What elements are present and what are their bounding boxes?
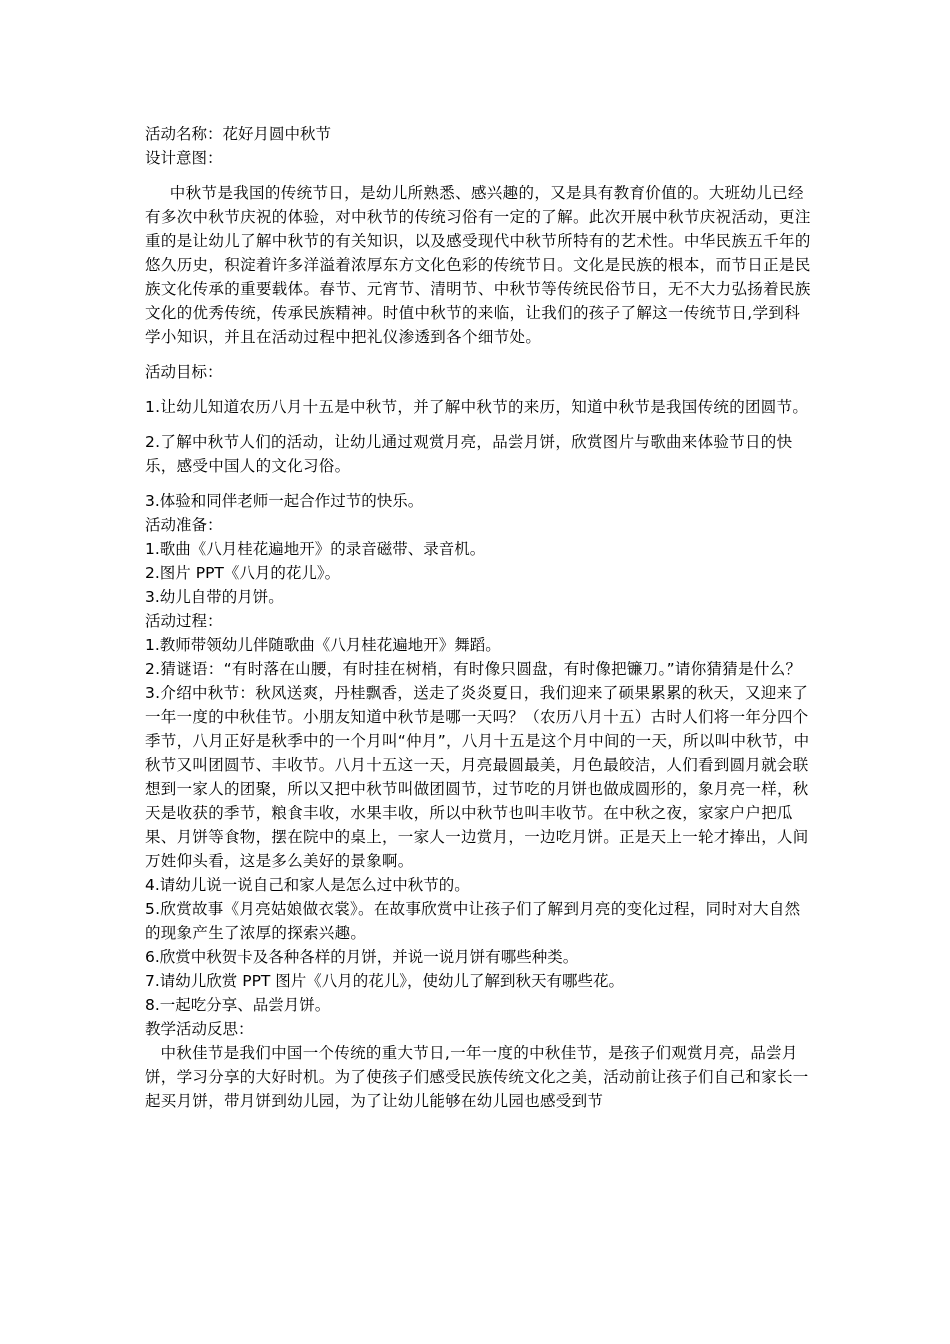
process-step-2: 2.猜谜语：“有时落在山腰，有时挂在树梢，有时像只圆盘，有时像把镰刀。”请你猜猜是什么？: [145, 660, 802, 678]
goal-item-3: 3.体验和同伴老师一起合作过节的快乐。: [145, 492, 424, 510]
design-intent-paragraph: 中秋节是我国的传统节日，是幼儿所熟悉、感兴趣的，又是具有教育价值的。大班幼儿已经有多次中秋节庆祝的体验，对中秋节的传统习俗有一定的了解。此次开展中秋节庆祝活动，更注重的是让幼儿了解中秋节的有关知识，以及感受现代中秋节所特有的艺术性。中华民族五千年的悠久历史，积淀着许多洋溢着浓厚东方文化色彩的传统节日。文化是民族的根本，而节日正是民族文化传承的重要载体。春节、元宵节、清明节、中秋节等传统民俗节日，无不大力弘扬着民族文化的优秀传统，传承民族精神。时值中秋节的来临，让我们的孩子了解这一传统节日,学到科学小知识，并且在活动过程中把礼仪渗透到各个细节处。: [145, 184, 811, 346]
process-step-1: 1.教师带领幼儿伴随歌曲《八月桂花遍地开》舞蹈。: [145, 636, 501, 654]
design-intent-title: 设计意图：: [145, 149, 223, 167]
process-step-4: 4.请幼儿说一说自己和家人是怎么过中秋节的。: [145, 876, 470, 894]
reflection-title: 教学活动反思：: [145, 1020, 254, 1038]
process-step-6: 6.欣赏中秋贺卡及各种各样的月饼，并说一说月饼有哪些种类。: [145, 948, 579, 966]
activity-name: 活动名称：花好月圆中秋节: [145, 125, 332, 143]
prep-title: 活动准备：: [145, 516, 223, 534]
goal-item-2: 2.了解中秋节人们的活动，让幼儿通过观赏月亮，品尝月饼，欣赏图片与歌曲来体验节日的快乐，感受中国人的文化习俗。: [145, 433, 793, 475]
process-step-8: 8.一起吃分享、品尝月饼。: [145, 996, 331, 1014]
process-step-3: 3.介绍中秋节：秋风送爽，丹桂飘香，送走了炎炎夏日，我们迎来了硕果累累的秋天，又迎来了一年一度的中秋佳节。小朋友知道中秋节是哪一天吗？（农历八月十五）古时人们将一年分四个季节，八月正好是秋季中的一个月叫“仲月”，八月十五是这个月中间的一天，所以叫中秋节，中秋节又叫团圆节、丰收节。八月十五这一天，月亮最圆最美，月色最皎洁，人们看到圆月就会联想到一家人的团聚，所以又把中秋节叫做团圆节，过节吃的月饼也做成圆形的，象月亮一样，秋天是收获的季节，粮食丰收，水果丰收，所以中秋节也叫丰收节。在中秋之夜，家家户户把瓜果、月饼等食物，摆在院中的桌上，一家人一边赏月，一边吃月饼。正是天上一轮才捧出，人间万姓仰头看，这是多么美好的景象啊。: [145, 684, 810, 870]
goal-item-1: 1.让幼儿知道农历八月十五是中秋节，并了解中秋节的来历，知道中秋节是我国传统的团圆节。: [145, 398, 809, 416]
process-title: 活动过程：: [145, 612, 223, 630]
process-step-7: 7.请幼儿欣赏 PPT 图片《八月的花儿》，使幼儿了解到秋天有哪些花。: [145, 972, 625, 990]
document-page: [145, 122, 815, 1113]
prep-item-3: 3.幼儿自带的月饼。: [145, 588, 284, 606]
prep-item-2: 2.图片 PPT《八月的花儿》。: [145, 564, 341, 582]
prep-item-1: 1.歌曲《八月桂花遍地开》的录音磁带、录音机。: [145, 540, 486, 558]
reflection-paragraph: 中秋佳节是我们中国一个传统的重大节日,一年一度的中秋佳节，是孩子们观赏月亮，品尝月饼，学习分享的大好时机。为了使孩子们感受民族传统文化之美，活动前让孩子们自己和家长一起买月饼，带月饼到幼儿园，为了让幼儿能够在幼儿园也感受到节: [145, 1044, 809, 1110]
process-step-5: 5.欣赏故事《月亮姑娘做衣裳》。在故事欣赏中让孩子们了解到月亮的变化过程，同时对大自然的现象产生了浓厚的探索兴趣。: [145, 900, 801, 942]
goals-title: 活动目标：: [145, 363, 223, 381]
